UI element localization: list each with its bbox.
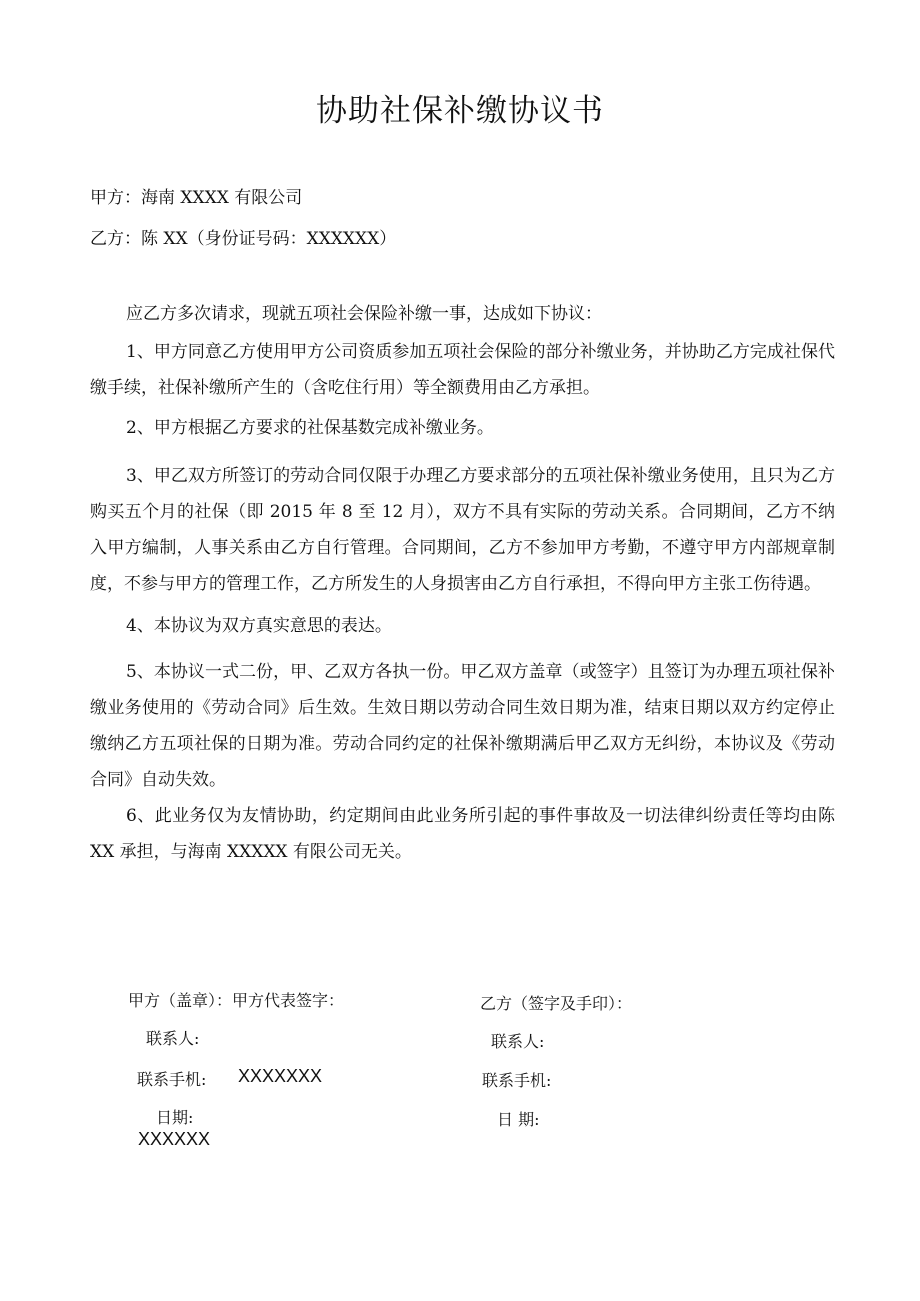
party-a-phone-value: XXXXXXX (238, 1066, 323, 1086)
agreement-body (90, 296, 835, 870)
party-a-contact-label: 联系人: (146, 1029, 200, 1048)
document-title: 协助社保补缴协议书 (316, 93, 604, 129)
party-b-contact-label: 联系人: (491, 1032, 545, 1051)
party-a-signature-header: 甲方（盖章）：甲方代表签字： (128, 991, 345, 1010)
party-b-signature-header: 乙方（签字及手印）： (480, 994, 633, 1013)
party-a-line: 甲方：海南 XXXX 有限公司 (90, 188, 303, 208)
intro-paragraph: 应乙方多次请求，现就五项社会保险补缴一事，达成如下协议： (126, 304, 602, 324)
party-b-date-label: 日 期: (497, 1110, 540, 1129)
clause-5: 5、本协议一式二份，甲、乙双方各执一份。甲乙双方盖章（或签字）且签订为办理五项社保补缴业务使用的《劳动合同》后生效。生效日期以劳动合同生效日期为准，结束日期以双方约定停止缴纳乙方五项社保的日期为准。劳动合同约定的社保补缴期满后甲乙双方无纠纷，本协议及《劳动合同》自动失效。 (90, 662, 835, 790)
party-b-line: 乙方：陈 XX（身份证号码：XXXXXX） (90, 229, 397, 249)
clause-1: 1、甲方同意乙方使用甲方公司资质参加五项社会保险的部分补缴业务，并协助乙方完成社保代缴手续，社保补缴所产生的（含吃住行用）等全额费用由乙方承担。 (90, 342, 835, 398)
party-a-phone-label: 联系手机: (137, 1070, 207, 1089)
clause-4: 4、本协议为双方真实意思的表达。 (126, 616, 392, 636)
clause-2: 2、甲方根据乙方要求的社保基数完成补缴业务。 (126, 418, 494, 438)
party-a-date-value: XXXXXX (138, 1129, 211, 1149)
party-a-date-label: 日期: (156, 1108, 194, 1127)
clause-6: 6、此业务仅为友情协助，约定期间由此业务所引起的事件事故及一切法律纠纷责任等均由陈 XX 承担，与海南 XXXXX 有限公司无关。 (90, 806, 835, 862)
clause-3: 3、甲乙双方所签订的劳动合同仅限于办理乙方要求部分的五项社保补缴业务使用，且只为乙方购买五个月的社保（即 2015 年 8 至 12 月），双方不具有实际的劳动关系。合同期间，乙方不纳入甲方编制，人事关系由乙方自行管理。合同期间，乙方不参加甲方考勤，不遵守甲方内部规章制度，不参与甲方的管理工作，乙方所发生的人身损害由乙方自行承担，不得向甲方主张工伤待遇。 (90, 466, 835, 594)
party-b-phone-label: 联系手机: (482, 1071, 552, 1090)
